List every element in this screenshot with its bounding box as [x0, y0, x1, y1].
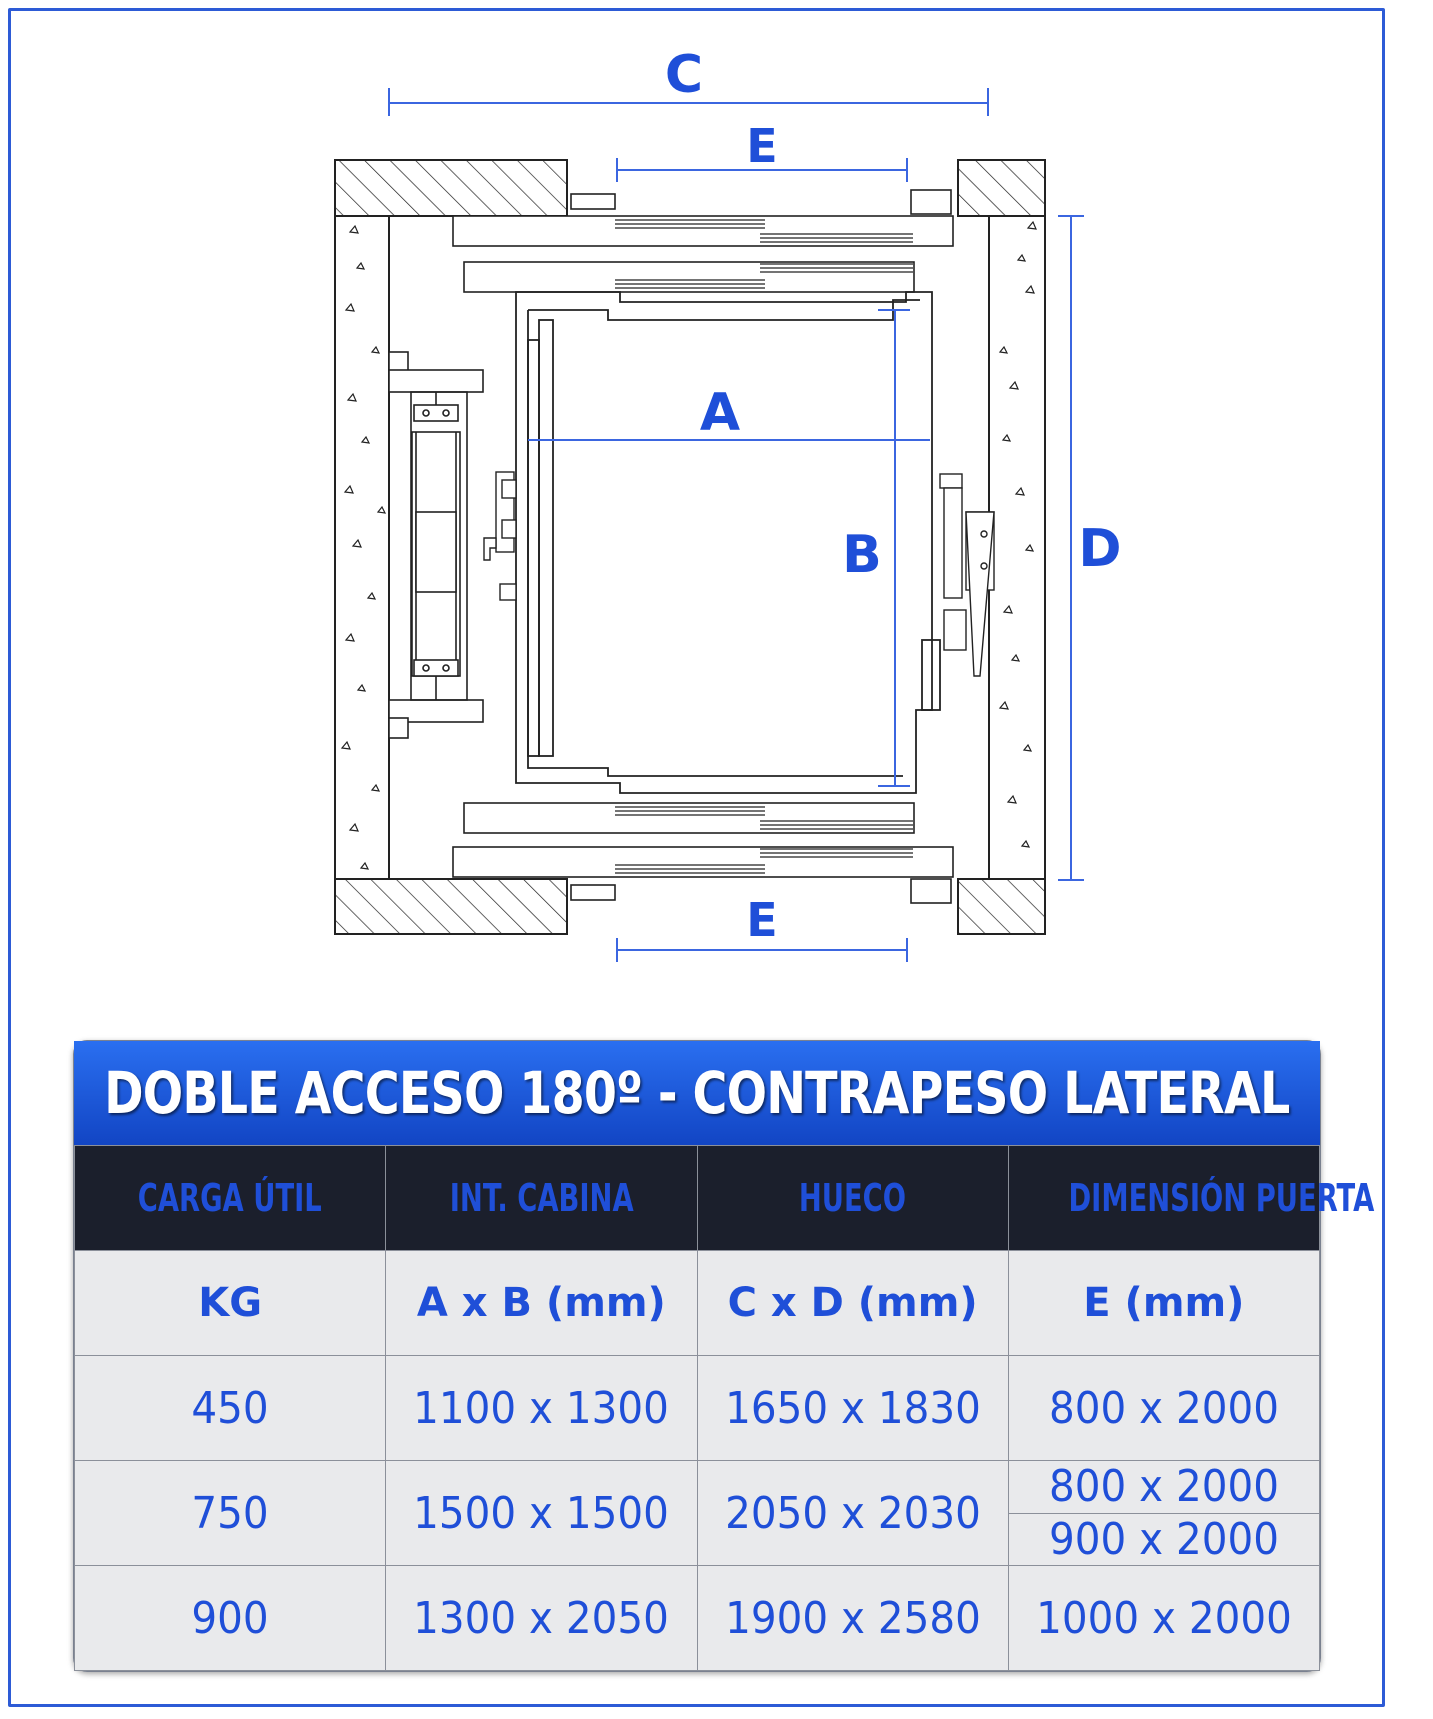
- cell-hueco: 1650 x 1830: [697, 1356, 1008, 1461]
- dimension-c: [389, 45, 988, 116]
- cell-puerta-option: 800 x 2000: [1048, 1461, 1279, 1513]
- guide-rail-right: [940, 474, 994, 676]
- wall-bottom-left: [335, 879, 567, 934]
- dimension-a: [528, 383, 930, 443]
- dim-label-a: A: [699, 383, 741, 443]
- dim-label-b: B: [842, 525, 882, 585]
- unit-cabina: A x B (mm): [386, 1251, 697, 1356]
- header-hueco: HUECO: [697, 1146, 1008, 1251]
- cell-cabina: 1300 x 2050: [386, 1566, 697, 1671]
- cell-puerta-option: 900 x 2000: [1048, 1513, 1279, 1565]
- wall-bottom-right: [958, 879, 1045, 934]
- cell-cabina: 1500 x 1500: [386, 1461, 697, 1566]
- specs-table-card: [73, 1040, 1374, 1672]
- table-title: DOBLE ACCESO 180º - CONTRAPESO LATERAL: [74, 1041, 1320, 1145]
- cell-carga: 450: [75, 1356, 386, 1461]
- cell-hueco: 2050 x 2030: [697, 1461, 1008, 1566]
- unit-puerta: E (mm): [1008, 1251, 1319, 1356]
- cell-hueco: 1900 x 2580: [697, 1566, 1008, 1671]
- dimension-d: [1058, 216, 1122, 880]
- cell-puerta: [1008, 1461, 1319, 1566]
- table-row: [75, 1461, 1320, 1566]
- concrete-wall-right: [989, 216, 1045, 879]
- dim-label-e-top: E: [746, 119, 778, 173]
- cell-carga: 900: [75, 1566, 386, 1671]
- wall-top-left: [335, 160, 567, 216]
- wall-top-right: [958, 160, 1045, 216]
- guide-rail-left: [484, 472, 516, 600]
- cell-carga: 750: [75, 1461, 386, 1566]
- table-row: [75, 1356, 1320, 1461]
- dim-label-e-bottom: E: [746, 893, 778, 947]
- cell-cabina: 1100 x 1300: [386, 1356, 697, 1461]
- cell-puerta: 800 x 2000: [1008, 1356, 1319, 1461]
- dimension-b: [842, 310, 910, 786]
- dim-label-d: D: [1078, 519, 1122, 579]
- dimension-e-top: [617, 119, 907, 182]
- concrete-wall-left: [335, 216, 389, 879]
- dimension-e-bottom: [617, 893, 907, 962]
- table-header-row: [75, 1146, 1320, 1251]
- unit-hueco: C x D (mm): [697, 1251, 1008, 1356]
- counterweight-left: [389, 352, 483, 738]
- dim-label-c: C: [664, 45, 704, 105]
- table-row: [75, 1566, 1320, 1671]
- table-units-row: [75, 1251, 1320, 1356]
- header-carga: CARGA ÚTIL: [75, 1146, 386, 1251]
- specs-table: [74, 1145, 1374, 1671]
- unit-carga: KG: [75, 1251, 386, 1356]
- cell-puerta: 1000 x 2000: [1008, 1566, 1319, 1671]
- header-cabina: INT. CABINA: [386, 1146, 697, 1251]
- header-puerta: DIMENSIÓN PUERTA: [1008, 1146, 1319, 1251]
